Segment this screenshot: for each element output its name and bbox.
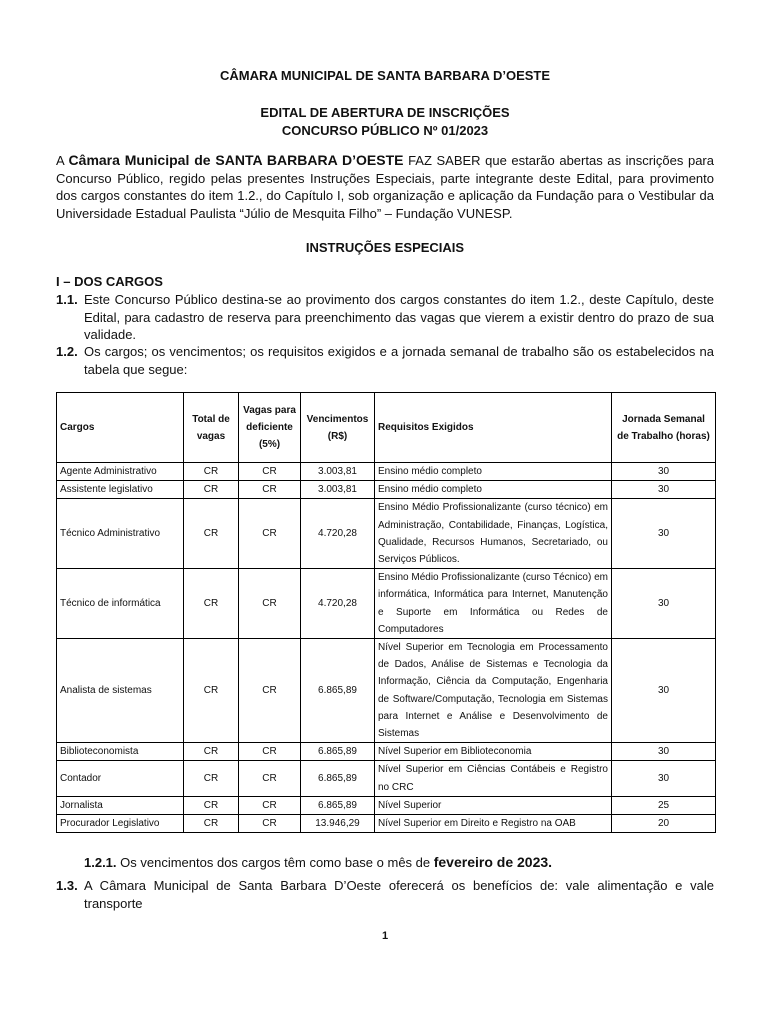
cell-requisito: Ensino Médio Profissionalizante (curso técnico) em Administração, Contabilidade, Finanças, Logística, Qualidade, Recursos Humanos, Secretariado, ou Serviços Públicos. xyxy=(375,499,612,569)
table-row xyxy=(57,463,716,481)
table-row xyxy=(57,499,716,569)
cell-total: CR xyxy=(184,481,239,499)
cell-jornada: 30 xyxy=(612,499,716,569)
cell-cargo: Técnico de informática xyxy=(57,569,184,639)
table-row xyxy=(57,796,716,814)
cell-total: CR xyxy=(184,499,239,569)
cell-deficiente: CR xyxy=(239,569,301,639)
cell-vencimento: 13.946,29 xyxy=(301,815,375,833)
cell-vencimento: 6.865,89 xyxy=(301,639,375,743)
item-number: 1.2.1. xyxy=(84,855,117,870)
edital-subtitle: EDITAL DE ABERTURA DE INSCRIÇÕES xyxy=(260,105,510,120)
cell-requisito: Nível Superior em Tecnologia em Processamento de Dados, Análise de Sistemas e Tecnologia da Informação, Ciência da Computação, Engenharia de Software/Computação, Tecnologia em Sistemas para Internet e Análise e Desenvolvimento de Sistemas xyxy=(375,639,612,743)
cell-total: CR xyxy=(184,639,239,743)
cell-requisito: Nível Superior em Direito e Registro na OAB xyxy=(375,815,612,833)
concurso-number: CONCURSO PÚBLICO Nº 01/2023 xyxy=(281,123,489,138)
cell-jornada: 30 xyxy=(612,743,716,761)
item-text: Este Concurso Público destina-se ao provimento dos cargos constantes do item 1.2., deste Capítulo, deste Edital, para cadastro de reserva para preenchimento das vagas que vierem a existir dentro do prazo de sua validade. xyxy=(84,292,714,342)
cell-cargo: Agente Administrativo xyxy=(57,463,184,481)
item-number: 1.2. xyxy=(56,344,78,359)
cell-deficiente: CR xyxy=(239,639,301,743)
table-row xyxy=(57,569,716,639)
header-requisitos: Requisitos Exigidos xyxy=(375,393,612,463)
table-row xyxy=(57,761,716,796)
cell-total: CR xyxy=(184,463,239,481)
intro-paragraph xyxy=(56,152,714,222)
cell-deficiente: CR xyxy=(239,796,301,814)
cell-cargo: Assistente legislativo xyxy=(57,481,184,499)
cell-total: CR xyxy=(184,761,239,796)
header-vencimentos: Vencimentos (R$) xyxy=(301,393,375,463)
intro-text-2: FAZ SABER que estarão abertas as inscrições para Concurso Público, regido pelas presentes Instruções Especiais, parte integrante deste Edital, para provimento dos cargos constantes do item 1.2., do Capítulo I, sob organização e aplicação da Fundação para o Vestibular da Universidade Estadual Paulista “Júlio de Mesquita Filho” – Fundação VUNESP. xyxy=(56,153,714,221)
cell-deficiente: CR xyxy=(239,761,301,796)
cell-deficiente: CR xyxy=(239,463,301,481)
cell-cargo: Analista de sistemas xyxy=(57,639,184,743)
item-1-3 xyxy=(56,877,714,912)
cell-requisito: Ensino Médio Profissionalizante (curso Técnico) em informática, Informática para Internet, Manutenção e Suporte em Informática ou Redes de Computadores xyxy=(375,569,612,639)
cell-deficiente: CR xyxy=(239,743,301,761)
cell-cargo: Procurador Legislativo xyxy=(57,815,184,833)
header-jornada: Jornada Semanal de Trabalho (horas) xyxy=(612,393,716,463)
cell-requisito: Nível Superior em Biblioteconomia xyxy=(375,743,612,761)
cell-vencimento: 3.003,81 xyxy=(301,463,375,481)
cell-total: CR xyxy=(184,569,239,639)
cell-requisito: Ensino médio completo xyxy=(375,463,612,481)
cell-cargo: Técnico Administrativo xyxy=(57,499,184,569)
cell-deficiente: CR xyxy=(239,499,301,569)
item-number: 1.3. xyxy=(56,878,78,893)
cell-vencimento: 4.720,28 xyxy=(301,569,375,639)
header-total-vagas: Total de vagas xyxy=(184,393,239,463)
cargos-table xyxy=(56,392,716,833)
cell-vencimento: 6.865,89 xyxy=(301,761,375,796)
item-1-2-1 xyxy=(84,854,552,870)
table-header-row xyxy=(57,393,716,463)
edital-heading xyxy=(56,104,714,140)
cell-jornada: 30 xyxy=(612,463,716,481)
cell-cargo: Biblioteconomista xyxy=(57,743,184,761)
cell-requisito: Nível Superior xyxy=(375,796,612,814)
chapter-heading: I – DOS CARGOS xyxy=(56,274,163,289)
cell-jornada: 30 xyxy=(612,639,716,743)
cell-requisito: Ensino médio completo xyxy=(375,481,612,499)
page-number: 1 xyxy=(381,930,389,942)
intro-text-1: A xyxy=(56,153,69,168)
item-text: Os cargos; os vencimentos; os requisitos exigidos e a jornada semanal de trabalho são os estabelecidos na tabela que segue: xyxy=(84,344,714,377)
cell-total: CR xyxy=(184,743,239,761)
header-cargos: Cargos xyxy=(57,393,184,463)
cell-vencimento: 3.003,81 xyxy=(301,481,375,499)
item-1-1 xyxy=(56,291,714,344)
cell-cargo: Jornalista xyxy=(57,796,184,814)
cell-jornada: 30 xyxy=(612,761,716,796)
cell-deficiente: CR xyxy=(239,815,301,833)
intro-city: SANTA BARBARA D’OESTE xyxy=(210,152,404,168)
cell-jornada: 25 xyxy=(612,796,716,814)
item-number: 1.1. xyxy=(56,292,78,307)
cell-jornada: 30 xyxy=(612,569,716,639)
item-text: Os vencimentos dos cargos têm como base o mês de xyxy=(116,855,434,870)
table-row xyxy=(57,481,716,499)
table-row xyxy=(57,639,716,743)
cell-deficiente: CR xyxy=(239,481,301,499)
intro-camara: Câmara Municipal de xyxy=(68,152,211,168)
cell-total: CR xyxy=(184,796,239,814)
table-row xyxy=(57,743,716,761)
header-vagas-deficiente: Vagas para deficiente (5%) xyxy=(239,393,301,463)
cell-total: CR xyxy=(184,815,239,833)
cell-vencimento: 6.865,89 xyxy=(301,743,375,761)
cell-vencimento: 6.865,89 xyxy=(301,796,375,814)
cell-jornada: 30 xyxy=(612,481,716,499)
page-title: CÂMARA MUNICIPAL DE SANTA BARBARA D’OESTE xyxy=(219,68,551,83)
item-1-2 xyxy=(56,343,714,378)
section-heading: INSTRUÇÕES ESPECIAIS xyxy=(305,240,465,255)
cell-vencimento: 4.720,28 xyxy=(301,499,375,569)
cell-cargo: Contador xyxy=(57,761,184,796)
item-highlight: fevereiro de 2023. xyxy=(433,854,553,870)
item-text: A Câmara Municipal de Santa Barbara D’Oeste oferecerá os benefícios de: vale alimentação e vale transporte xyxy=(84,878,714,911)
table-row xyxy=(57,815,716,833)
cell-requisito: Nível Superior em Ciências Contábeis e Registro no CRC xyxy=(375,761,612,796)
cell-jornada: 20 xyxy=(612,815,716,833)
